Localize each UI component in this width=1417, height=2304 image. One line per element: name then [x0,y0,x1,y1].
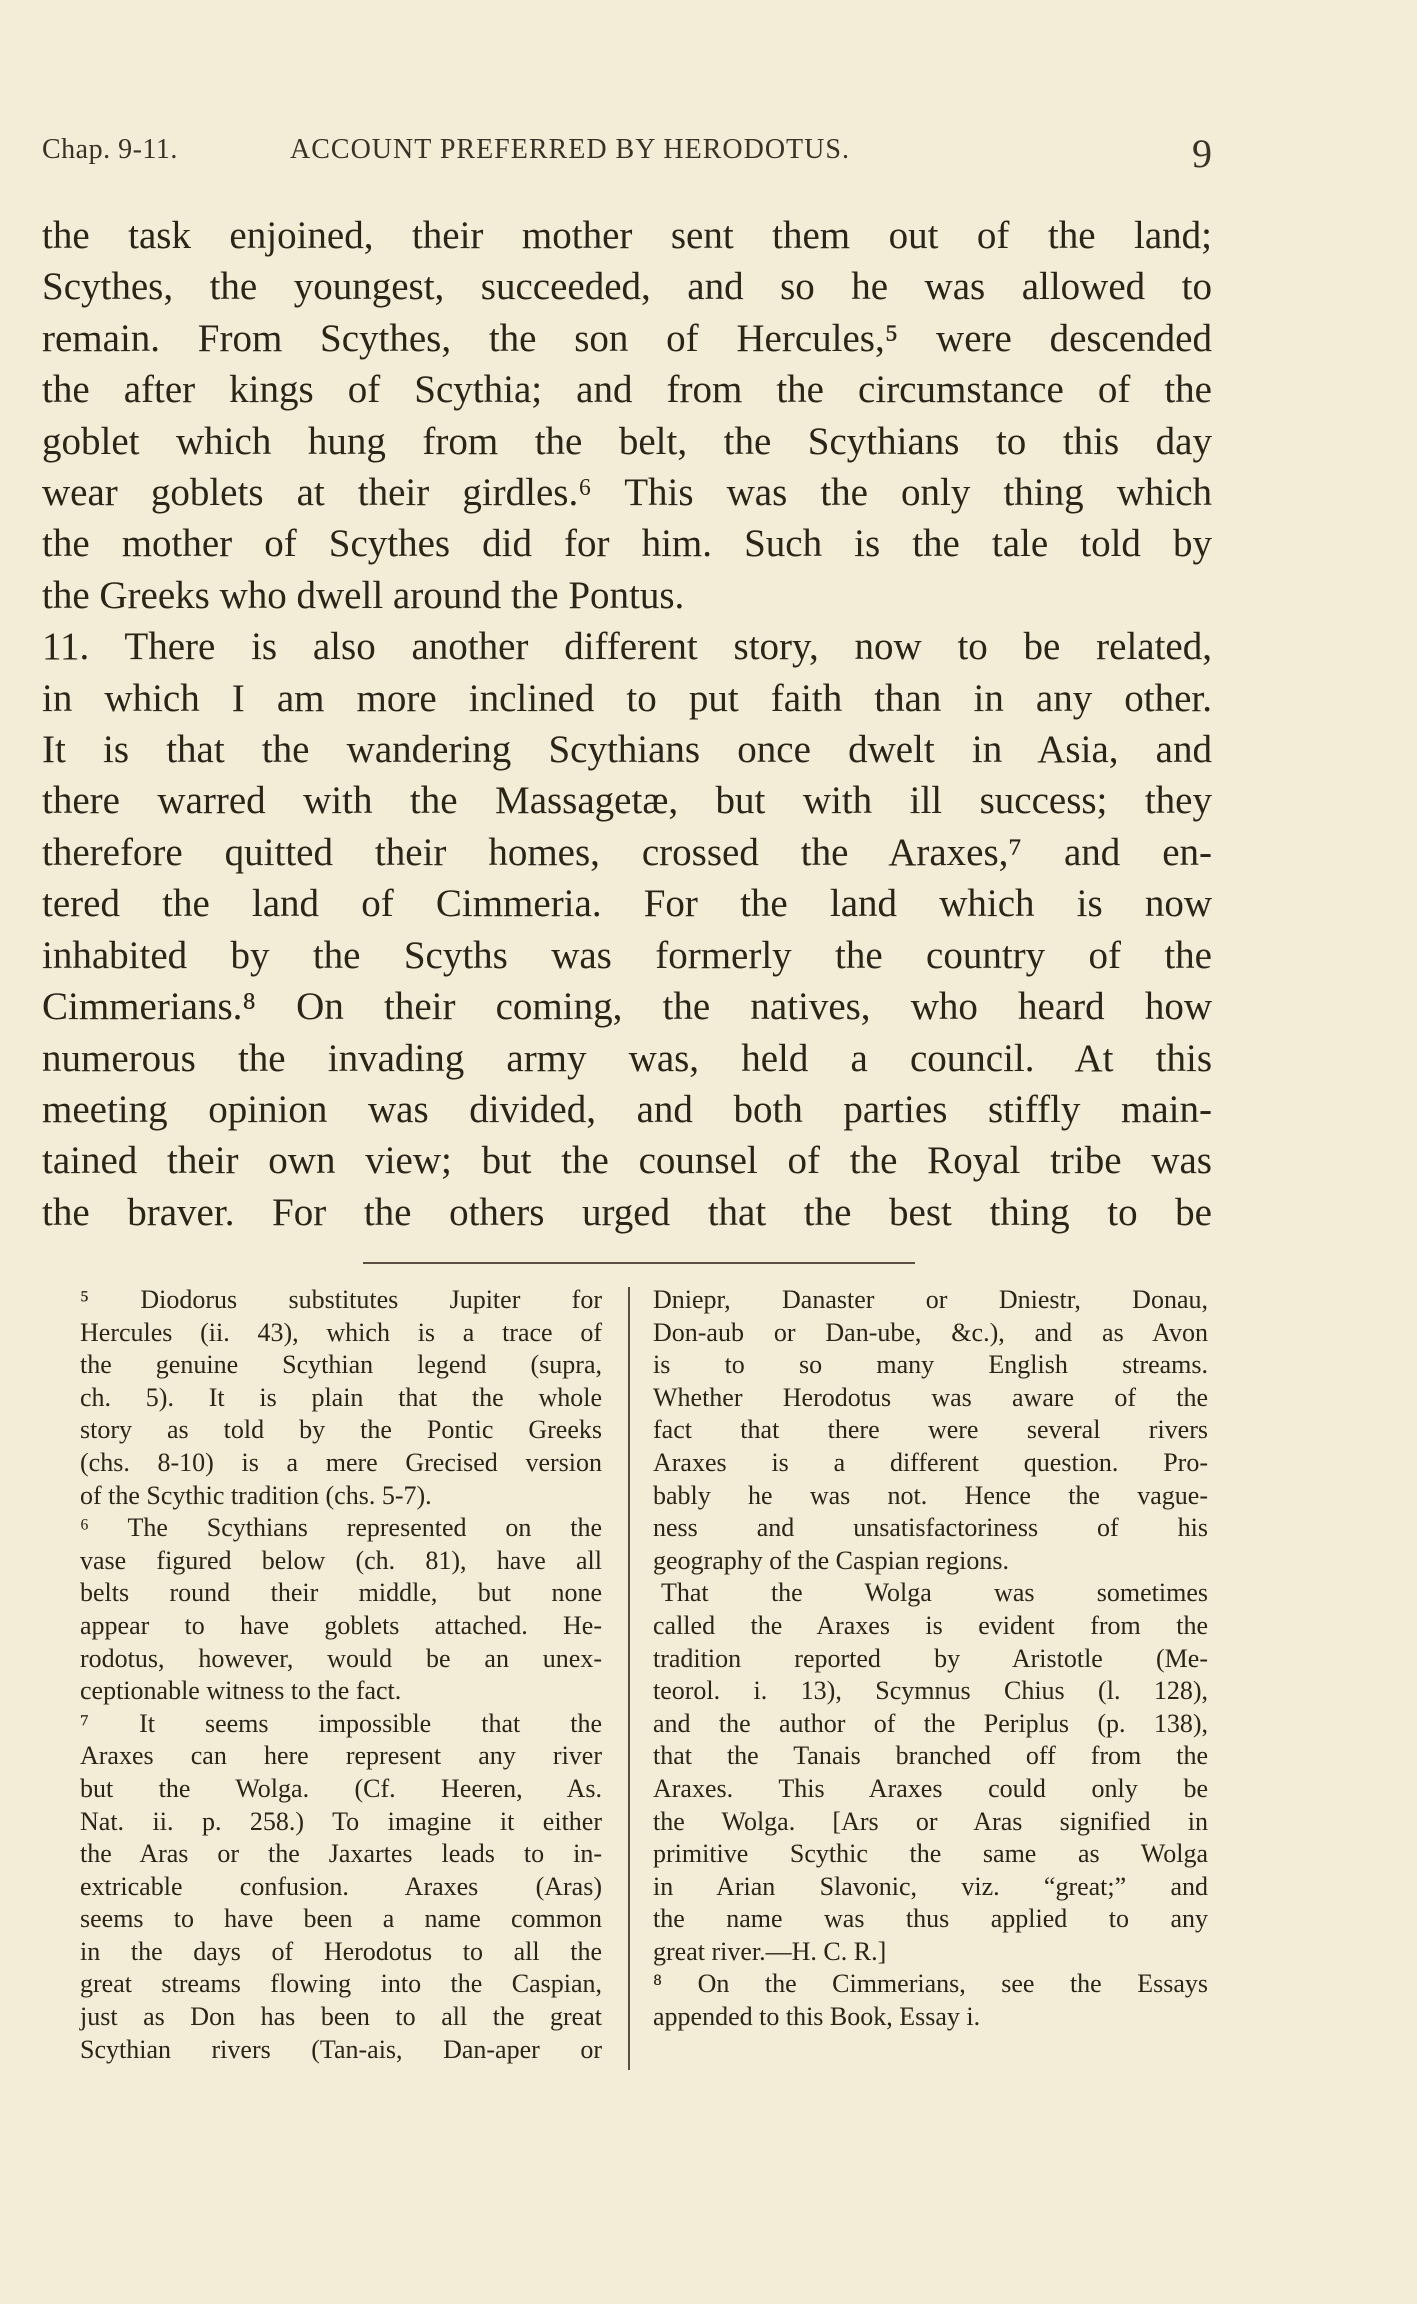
footnote-line: the Wolga. [Ars or Aras signified in [653,1806,1208,1836]
footnote-line: but the Wolga. (Cf. Heeren, As. [80,1773,602,1803]
footnote-line: Araxes. This Araxes could only be [653,1773,1208,1803]
footnote-line: Hercules (ii. 43), which is a trace of [80,1317,602,1347]
text-line: there warred with the Massagetæ, but with ill success; they [42,779,1212,823]
text-line: therefore quitted their homes, crossed the Araxes,⁷ and en- [42,830,1212,874]
text-line: meeting opinion was divided, and both parties stiffly main- [42,1087,1212,1131]
footnote-line: teorol. i. 13), Scymnus Chius (l. 128), [653,1676,1208,1706]
footnote-line: Araxes can here represent any river [80,1741,602,1771]
text-line: the braver. For the others urged that the best thing to be [42,1190,1212,1234]
footnote-line: ⁵ Diodorus substitutes Jupiter for [80,1285,602,1314]
main-text [42,210,1212,1238]
footnote-line: appended to this Book, Essay i. [653,2002,981,2032]
footnote-line: of the Scythic tradition (chs. 5-7). [80,1480,432,1510]
footnote-line: Scythian rivers (Tan-ais, Dan-aper or [80,2034,602,2064]
footnote-line: ch. 5). It is plain that the whole [80,1382,602,1412]
footnote-line: fact that there were several rivers [653,1415,1208,1445]
footnote-line: in the days of Herodotus to all the [80,1936,602,1966]
text-line: tained their own view; but the counsel of the Royal tribe was [42,1139,1212,1183]
text-line: the mother of Scythes did for him. Such is the tale told by [42,522,1212,566]
text-line: the Greeks who dwell around the Pontus. [42,573,685,617]
text-line: tered the land of Cimmeria. For the land which is now [42,882,1212,926]
footnote-line: appear to have goblets attached. He- [80,1610,602,1640]
text-line: It is that the wandering Scythians once dwelt in Asia, and [42,728,1212,772]
text-line: the task enjoined, their mother sent them out of the land; [42,214,1212,257]
footnote-line: seems to have been a name common [80,1904,602,1934]
footnote-line: just as Don has been to all the great [80,2002,602,2032]
footnote-line: great river.—H. C. R.] [653,1936,887,1966]
footnote-line: Nat. ii. p. 258.) To imagine it either [80,1806,602,1836]
text-line: Cimmerians.⁸ On their coming, the natives, who heard how [42,985,1212,1029]
footnote-line: ceptionable witness to the fact. [80,1676,402,1706]
footnote-line: Don-aub or Dan-ube, &c.), and as Avon [653,1317,1208,1347]
footnote-line: Whether Herodotus was aware of the [653,1382,1208,1412]
text-line: numerous the invading army was, held a council. At this [42,1036,1212,1080]
footnote-separator-rule [363,1262,915,1264]
footnote-column-divider [628,1287,630,2070]
footnote-line: primitive Scythic the same as Wolga [653,1839,1208,1869]
footnote-line: the Aras or the Jaxartes leads to in- [80,1839,602,1869]
running-header [42,130,1212,174]
footnote-line: Araxes is a different question. Pro- [653,1447,1208,1477]
footnote-line: That the Wolga was sometimes [661,1578,1208,1608]
text-line: the after kings of Scythia; and from the circumstance of the [42,368,1212,412]
footnote-line: geography of the Caspian regions. [653,1545,1009,1575]
text-line: Scythes, the youngest, succeeded, and so he was allowed to [42,265,1212,309]
text-line: wear goblets at their girdles.⁶ This was the only thing which [42,471,1212,515]
text-line: 11. There is also another different story, now to be related, [42,625,1212,669]
footnote-line: and the author of the Periplus (p. 138), [653,1708,1208,1738]
footnote-line: great streams flowing into the Caspian, [80,1969,602,1999]
chapter-reference: Chap. 9-11. [42,134,178,165]
footnote-line: belts round their middle, but none [80,1578,602,1608]
footnote-line: in Arian Slavonic, viz. “great;” and [653,1871,1208,1901]
footnote-line: bably he was not. Hence the vague- [653,1480,1208,1510]
running-title: ACCOUNT PREFERRED BY HERODOTUS. [290,134,850,165]
page-number: 9 [1192,131,1212,176]
text-line: inhabited by the Scyths was formerly the country of the [42,933,1212,977]
footnote-line: tradition reported by Aristotle (Me- [653,1643,1208,1673]
footnote-line: ⁶ The Scythians represented on the [80,1513,602,1543]
footnotes-left-column [80,1284,602,2066]
footnote-line: extricable confusion. Araxes (Aras) [80,1871,602,1901]
text-line: remain. From Scythes, the son of Hercules,⁵ were descended [42,316,1212,360]
footnote-line: ⁷ It seems impossible that the [80,1708,602,1738]
footnote-line: Dniepr, Danaster or Dniestr, Donau, [653,1285,1208,1314]
footnote-line: the name was thus applied to any [653,1904,1208,1934]
text-line: in which I am more inclined to put faith than in any other. [42,676,1212,720]
text-line: goblet which hung from the belt, the Scythians to this day [42,419,1212,463]
footnotes-right-column [653,1284,1208,2034]
footnote-line: (chs. 8-10) is a mere Grecised version [80,1447,602,1477]
footnote-line: the genuine Scythian legend (supra, [80,1350,602,1380]
footnote-line: called the Araxes is evident from the [653,1610,1208,1640]
footnote-line: that the Tanais branched off from the [653,1741,1208,1771]
footnote-line: ⁸ On the Cimmerians, see the Essays [653,1969,1208,1999]
footnote-line: story as told by the Pontic Greeks [80,1415,602,1445]
footnote-line: ness and unsatisfactoriness of his [653,1513,1208,1543]
footnote-line: rodotus, however, would be an unex- [80,1643,602,1673]
footnote-line: is to so many English streams. [653,1350,1208,1380]
footnote-line: vase figured below (ch. 81), have all [80,1545,602,1575]
